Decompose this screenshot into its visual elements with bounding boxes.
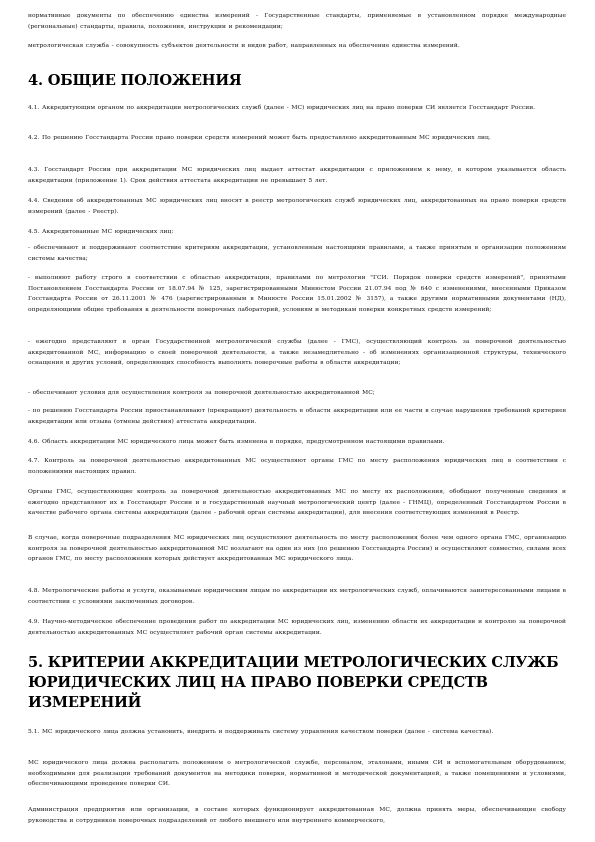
paragraph-4-7-multiple-bodies: В случае, когда поверочные подразделения МС юридических лиц осуществляют деятельность по месту расположения более чем одного органа ГМС, организацию контроля за поверочной деятельностью аккредитованной МС возлагают на один из них (по решению Госстандарта России) и осуществляют совместно, силами всех органов ГМС, по месту расположения которых действует аккредитованная МС юридического лица.: [28, 535, 566, 562]
paragraph-4-7-control-bodies: Органы ГМС, осуществляющие контроль за поверочной деятельностью аккредитованных МС по месту их расположения, обобщают полученные сведения и ежегодно представляют их в Госстандарт России и в государственный научный метрологический центр (далее - ГНМЦ), определенный Госстандартом России в качестве рабочего органа системы аккредитации (далее - рабочий орган системы аккредитации), для внесения соответствующих изменений в Реестр.: [28, 489, 566, 516]
section-5-heading-line-1: 5. КРИТЕРИИ АККРЕДИТАЦИИ МЕТРОЛОГИЧЕСКИХ СЛУЖБ: [28, 654, 559, 671]
paragraph-4-5-item-4: - обеспечивают условия для осуществления контроля за поверочной деятельностью аккредитованной МС;: [28, 390, 375, 396]
section-5-heading-line-2: ЮРИДИЧЕСКИХ ЛИЦ НА ПРАВО ПОВЕРКИ СРЕДСТВ: [28, 674, 488, 691]
paragraph-4-7: 4.7. Контроль за поверочной деятельностью аккредитованных МС осуществляют органы ГМС по месту расположения юридических лиц в соответствии с положениями настоящих правил.: [28, 458, 566, 475]
paragraph-4-4: 4.4. Сведения об аккредитованных МС юридических лиц вносят в реестр метрологических служб юридических лиц, аккредитованных на право поверки средств измерений (далее - Реестр).: [28, 198, 566, 215]
paragraph-4-6: 4.6. Область аккредитации МС юридического лица может быть изменена в порядке, предусмотренном настоящими правилами.: [28, 439, 445, 445]
paragraph-4-8: 4.8. Метрологические работы и услуги, оказываемые юридическим лицам по аккредитации их метрологических служб, оплачиваются заинтересованными лицами в соответствии с условиями заключенных договоров.: [28, 588, 566, 605]
paragraph-4-5-item-3: - ежегодно представляют в орган Государственной метрологической службы (далее - ГМС), осуществляющий контроль за поверочной деятельностью аккредитованной МС, информацию о своей поверочной деятельности, а также незамедлительно - об изменениях организационной структуры, технического оснащения и других условий, определяющих способность выполнять поверочные работы в области аккредитации;: [28, 339, 566, 366]
paragraph-4-5-item-5: - по решению Госстандарта России приостанавливают (прекращают) деятельность в области аккредитации или ее части в случае нарушения требований критериев аккредитации или отзыва (отмены действия) аттестата аккредитации.: [28, 408, 566, 425]
paragraph-4-2: 4.2. По решению Госстандарта России право поверки средств измерений может быть предоставлено аккредитованным МС юридических лиц.: [28, 135, 491, 141]
section-5-heading: [28, 653, 573, 713]
section-4-heading: 4. ОБЩИЕ ПОЛОЖЕНИЯ: [28, 72, 242, 89]
paragraph-4-3: 4.3. Госстандарт России при аккредитации МС юридических лиц выдает аттестат аккредитации с приложением к нему, в котором указывается область аккредитации (приложение 1). Срок действия аттестата аккредитации не превышает 5 лет.: [28, 167, 566, 184]
paragraph-4-9: 4.9. Научно-методическое обеспечение проведения работ по аккредитации МС юридических лиц, изменению области их аккредитации и контролю за поверочной деятельностью аккредитованных МС осуществляет рабочий орган системы аккредитации.: [28, 619, 566, 636]
paragraph-4-5: 4.5. Аккредитованные МС юридических лиц:: [28, 229, 174, 235]
section-5-heading-line-3: ИЗМЕРЕНИЙ: [28, 694, 142, 711]
paragraph-4-5-item-2: - выполняют работу строго в соответствии с областью аккредитации, правилами по метрологии "ГСИ. Порядок поверки средств измерений", принятыми Постановлением Госстандарта России от 18.07.94 № 125, зарегистрированными Минюстом России 21.07.94 под № 640 с изменениями, внесенными Приказом Госстандарта России от 26.11.2001 № 476 (зарегистрированным в Минюсте России 15.01.2002 № 3157), а также другими нормативными документами (НД), определяющими общие требования к деятельности поверочных лабораторий, условиям и методикам поверки конкретных средств измерений;: [28, 275, 566, 313]
definition-normative-documents: нормативные документы по обеспечению единства измерений - Государственные стандарты, применяемые в установленном порядке международные (региональные) стандарты, правила, положения, инструкции и рекомендации;: [28, 13, 566, 30]
definition-metrological-service: метрологическая служба - совокупность субъектов деятельности и видов работ, направленных на обеспечение единства измерений.: [28, 43, 460, 49]
paragraph-5-1: 5.1. МС юридического лица должна установить, внедрить и поддерживать систему управления качеством поверки (далее - система качества).: [28, 729, 494, 735]
paragraph-4-1: 4.1. Аккредитующим органом по аккредитации метрологических служб (далее - МС) юридических лиц на право поверки СИ является Госстандарт России.: [28, 105, 536, 111]
paragraph-4-5-item-1: - обеспечивают и поддерживают соответствие критериям аккредитации, установленным настоящими правилами, а также принятым в организации положениям системы качества;: [28, 245, 566, 262]
paragraph-5-1-requirements: МС юридического лица должна располагать положением о метрологической службе, персоналом, эталонами, иными СИ и вспомогательным оборудованием, необходимыми для реализации требований документов на методики поверки, нормативной и методической документацией, а также помещениями и условиями, обеспечивающими проведение поверки СИ.: [28, 760, 566, 787]
paragraph-5-1-administration: Администрация предприятия или организации, в составе которых функционирует аккредитованная МС, должна принять меры, обеспечивающие свободу руководства и сотрудников поверочных подразделений от любого внешнего или внутреннего коммерческого,: [28, 807, 566, 824]
